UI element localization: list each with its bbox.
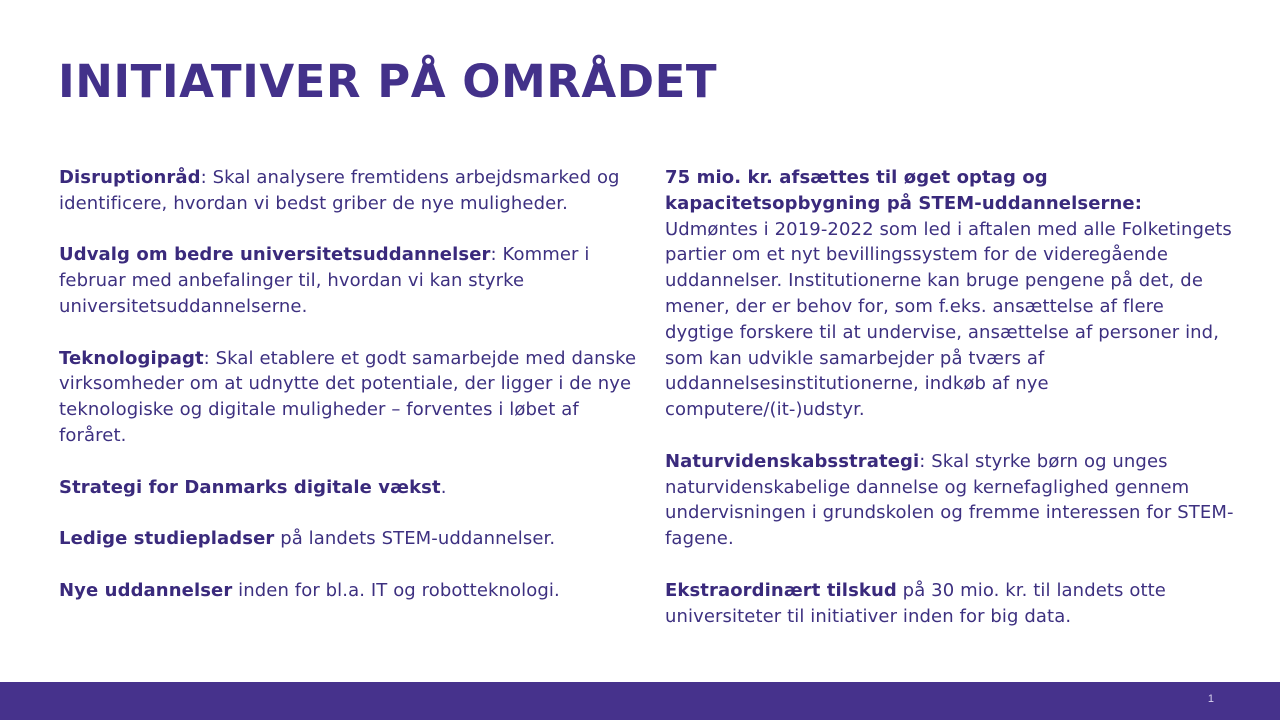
initiative-description: Udmøntes i 2019-2022 som led i aftalen med alle Folketingets partier om et nyt bevillingssystem for de videregående uddannelser. Institutionerne kan bruge pengene på det, de mener, der er behov for, som f.eks. ansættelse af flere dygtige forskere til at undervise, ansættelse af personer ind, som kan udvikle samarbejder på tværs af uddannelsesinstitutionerne, indkøb af nye computere/(it-)udstyr.	[665, 218, 1232, 421]
right-column	[665, 165, 1235, 655]
initiative-name: Disruptionråd	[59, 167, 201, 188]
footer-bar	[0, 682, 1280, 720]
initiative-description: : Skal styrke børn og unges naturvidenskabelige dannelse og kernefaglighed gennem undervisningen i grundskolen og fremme interessen for STEM-fagene.	[665, 450, 1234, 550]
initiative-item	[59, 578, 649, 604]
initiative-name: Teknologipagt	[59, 347, 204, 369]
initiative-name: Ledige studiepladser	[59, 528, 275, 550]
initiative-item	[59, 475, 649, 501]
initiative-item	[665, 578, 1235, 630]
initiative-name: Strategi for Danmarks digitale vækst	[59, 476, 441, 498]
initiative-name: 75 mio. kr. afsættes til øget optag og kapacitetsopbygning på STEM-uddannelserne:	[665, 167, 1142, 214]
initiative-name: Udvalg om bedre universitetsuddannelser	[59, 244, 491, 266]
initiative-item	[59, 165, 649, 217]
initiative-name: Naturvidenskabsstrategi	[665, 450, 920, 472]
initiative-description: : Kommer i februar med anbefalinger til, hvordan vi kan styrke universitetsuddannelserne.	[59, 244, 590, 317]
initiative-item	[59, 526, 649, 552]
initiative-description: .	[440, 476, 447, 498]
left-column	[59, 165, 649, 629]
slide-title: INITIATIVER PÅ OMRÅDET	[58, 55, 718, 108]
initiative-description: inden for bl.a. IT og robotteknologi.	[232, 579, 560, 601]
initiative-item	[665, 449, 1235, 552]
initiative-item	[59, 242, 649, 319]
initiative-name: Nye uddannelser	[59, 579, 233, 601]
initiative-description: : Skal etablere et godt samarbejde med danske virksomheder om at udnytte det potentiale, der ligger i de nye teknologiske og digitale muligheder – forventes i løbet af foråret.	[59, 347, 637, 446]
initiative-description: på 30 mio. kr. til landets otte universiteter til initiativer inden for big data.	[665, 579, 1166, 627]
initiative-item	[665, 165, 1235, 423]
initiative-description: : Skal analysere fremtidens arbejdsmarked og identificere, hvordan vi bedst griber de nye muligheder.	[59, 167, 620, 214]
initiative-description: på landets STEM-uddannelser.	[274, 528, 556, 550]
initiative-name: Ekstraordinært tilskud	[665, 579, 897, 601]
initiative-item	[59, 346, 649, 449]
page-number: 1	[1207, 693, 1214, 705]
